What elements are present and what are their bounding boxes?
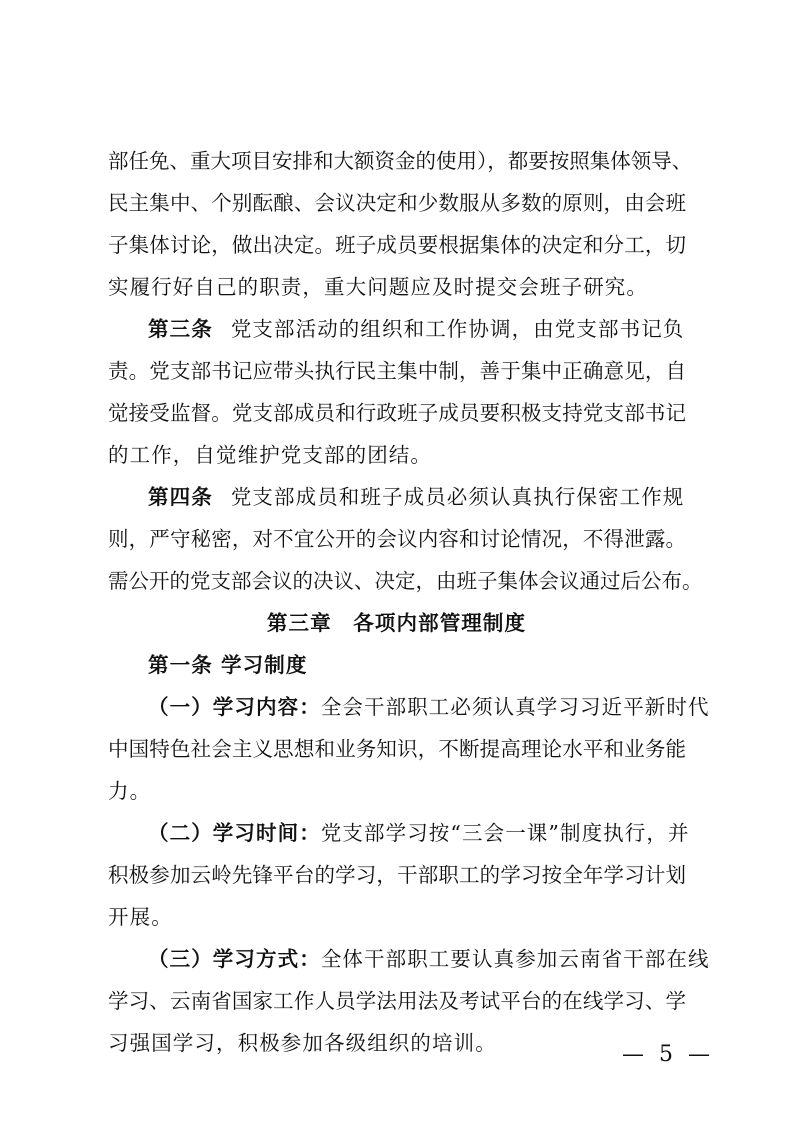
body-text-line: 的工作，自觉维护党支部的团结。	[108, 443, 432, 467]
body-text-line: 实履行好自己的职责，重大问题应及时提交会班子研究。	[108, 275, 648, 299]
article-3-first-line	[148, 316, 684, 342]
page-number: — 5 —	[622, 1042, 714, 1067]
article-3-label: 第三条	[148, 317, 213, 341]
article-4-first-line	[148, 484, 684, 510]
body-text-line: 需公开的党支部会议的决议、决定，由班子集体会议通过后公布。	[108, 569, 703, 593]
item-1-first-line	[148, 694, 710, 720]
body-text-line: 觉接受监督。党支部成员和行政班子成员要积极支持党支部书记	[108, 401, 686, 425]
item-3-text: 全体干部职工要认真参加云南省干部在线	[320, 947, 710, 971]
item-2-label: （二）学习时间：	[148, 821, 321, 845]
body-text-line: 习强国学习，积极参加各级组织的培训。	[108, 1031, 497, 1055]
item-1-label: （一）学习内容：	[148, 695, 321, 719]
item-3-label: （三）学习方式：	[148, 947, 321, 971]
item-1-text: 全会干部职工必须认真学习习近平新时代	[320, 695, 710, 719]
article-4-label: 第四条	[148, 485, 213, 509]
section-heading: 第一条 学习制度	[148, 653, 308, 677]
body-text-line: 中国特色社会主义思想和业务知识，不断提高理论水平和业务能	[108, 737, 686, 761]
body-text-line: 开展。	[108, 905, 173, 929]
body-text-line: 责。党支部书记应带头执行民主集中制，善于集中正确意见，自	[108, 359, 686, 383]
article-3-text: 党支部活动的组织和工作协调，由党支部书记负	[230, 317, 685, 341]
article-4-text: 党支部成员和班子成员必须认真执行保密工作规	[230, 485, 685, 509]
body-text-line: 学习、云南省国家工作人员学法用法及考试平台的在线学习、学	[108, 989, 686, 1013]
body-text-line: 则，严守秘密，对不宜公开的会议内容和讨论情况，不得泄露。	[108, 527, 686, 551]
item-2-first-line	[148, 820, 690, 846]
chapter-heading: 第三章 各项内部管理制度	[266, 611, 527, 635]
body-text-line: 力。	[108, 779, 152, 803]
item-2-text: 党支部学习按“三会一课”制度执行，并	[320, 821, 690, 845]
body-text-line: 民主集中、个别酝酿、会议决定和少数服从多数的原则，由会班	[108, 191, 686, 215]
body-text-line: 部任免、重大项目安排和大额资金的使用），都要按照集体领导、	[108, 149, 693, 173]
body-text-line: 子集体讨论，做出决定。班子成员要根据集体的决定和分工，切	[108, 233, 686, 257]
item-3-first-line	[148, 946, 710, 972]
body-text-line: 积极参加云岭先锋平台的学习，干部职工的学习按全年学习计划	[108, 863, 686, 887]
